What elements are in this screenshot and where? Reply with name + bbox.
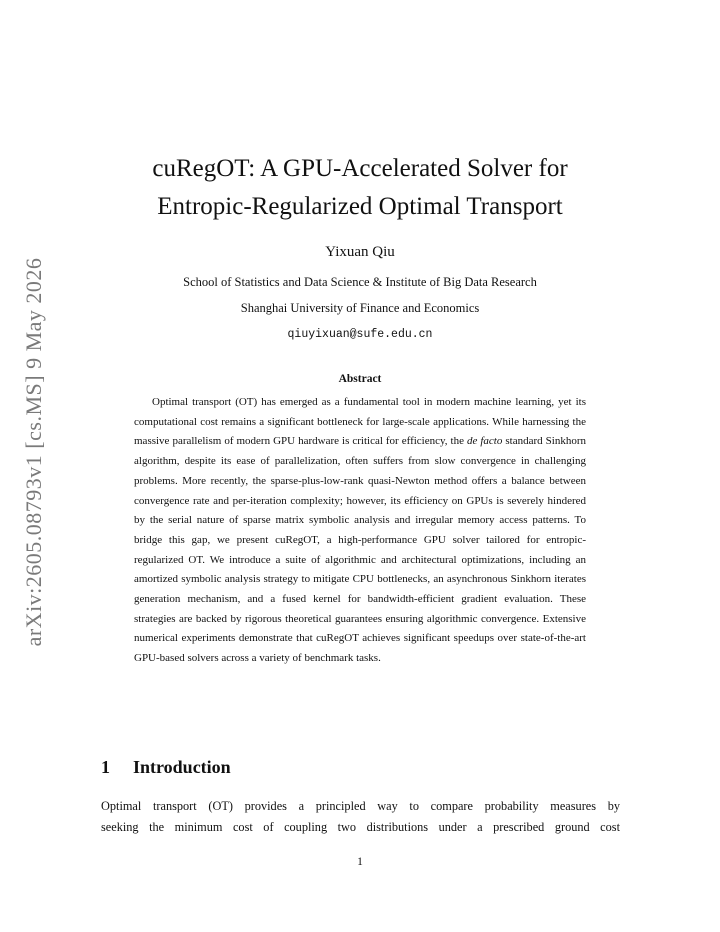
introduction-paragraph xyxy=(101,796,620,838)
author-email[interactable]: qiuyixuan@sufe.edu.cn xyxy=(287,328,433,341)
abstract-italic-term: de facto xyxy=(466,435,503,448)
paper-title xyxy=(0,150,720,226)
paper-title-line-2: Entropic-Regularized Optimal Transport xyxy=(157,193,563,220)
abstract-body xyxy=(134,393,586,669)
section-title: Introduction xyxy=(133,757,231,777)
page-number: 1 xyxy=(357,856,363,868)
arxiv-identifier-text: arXiv:2605.08793v1 [cs.MS] 9 May 2026 xyxy=(21,257,46,647)
affiliation-line-1: School of Statistics and Data Science & Institute of Big Data Research xyxy=(183,275,537,289)
section-heading-introduction xyxy=(101,757,231,778)
abstract-text-start: Optimal transport (OT) has emerged as a fundamental tool in modern machine learning, yet its computational cost remains a significant bottleneck for large-scale applications. While harnessing the massive parallelism of modern GPU hardware is critical for efficiency, the xyxy=(134,396,586,448)
abstract-heading: Abstract xyxy=(338,373,382,385)
introduction-line-2: seeking the minimum cost of coupling two distributions under a prescribed ground cost xyxy=(101,820,620,834)
abstract-text-end: standard Sinkhorn algorithm, despite its ease of parallelization, often suffers from slow convergence in challenging problems. More recently, the sparse-plus-low-rank quasi-Newton method offers a balance between convergence rate and per-iteration complexity; however, its efficiency on GPUs is severely hindered by the serial nature of sparse matrix symbolic analysis and irregular memory access patterns. To bridge this gap, we present cuRegOT, a high-performance GPU solver tailored for entropic-regularized OT. We introduce a suite of algorithmic and architectural optimizations, including an amortized symbolic analysis strategy to mitigate CPU bottlenecks, an asynchronous Sinkhorn iterates generation mechanism, and a fused kernel for bandwidth-efficient gradient evaluation. These strategies are backed by rigorous theoretical guarantees ensuring algorithmic convergence. Extensive numerical experiments demonstrate that cuRegOT achieves significant speedups over state-of-the-art GPU-based solvers across a variety of benchmark tasks. xyxy=(134,435,586,665)
affiliation-line-2: Shanghai University of Finance and Economics xyxy=(240,301,480,315)
section-number: 1 xyxy=(101,757,110,777)
introduction-line-1: Optimal transport (OT) provides a principled way to compare probability measures by xyxy=(101,799,620,813)
author-name: Yixuan Qiu xyxy=(325,244,395,260)
paper-title-line-1: cuRegOT: A GPU-Accelerated Solver for xyxy=(152,155,568,182)
